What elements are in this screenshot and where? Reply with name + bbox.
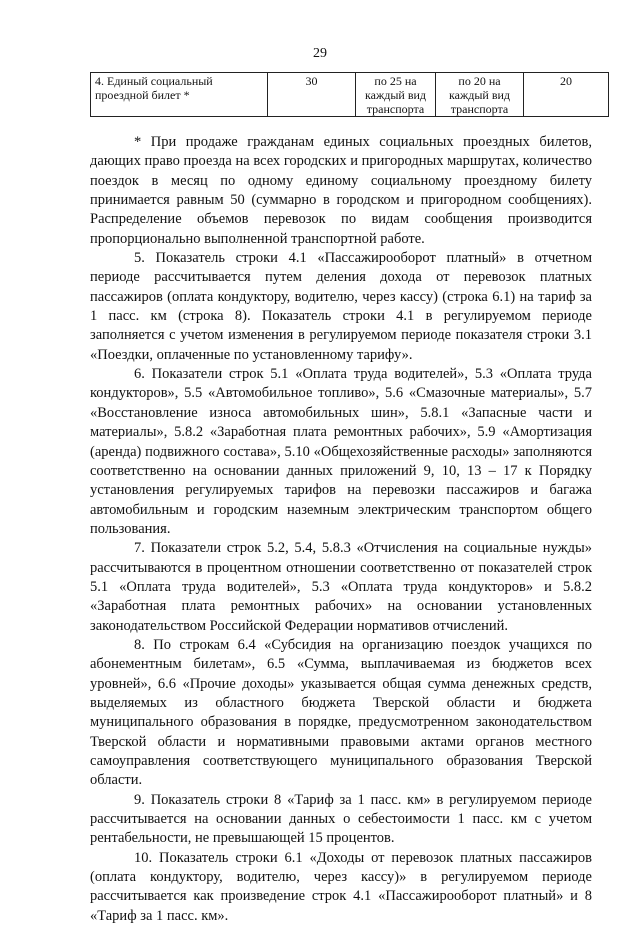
body-text bbox=[90, 133, 592, 926]
table-cell-value1: 30 bbox=[268, 73, 356, 117]
paragraph-6: 6. Показатели строк 5.1 «Оплата труда водителей», 5.3 «Оплата труда кондукторов», 5.5 «Автомобильное топливо», 5.6 «Смазочные материалы», 5.7 «Восстановление износа автомобильных шин», 5.8.1 «Запасные части и материалы», 5.8.2 «Заработная плата ремонтных рабочих», 5.9 «Амортизация (аренда) подвижного состава», 5.10 «Общехозяйственные расходы» заполняются соответственно на основании данных приложений 9, 10, 13 – 17 к Порядку установления регулируемых тарифов на перевозки пассажиров и багажа автомобильным и городским наземным электрическим транспортом общего пользования. bbox=[90, 366, 592, 537]
table-fragment bbox=[90, 72, 609, 117]
paragraph-5: 5. Показатель строки 4.1 «Пассажирооборот платный» в отчетном периоде рассчитывается путем деления дохода от перевозок платных пассажиров (оплата кондуктору, водителю, через кассу) (строка 6.1) на тариф за 1 пасс. км (строка 8). Показатель строки 4.1 в регулируемом периоде заполняется с учетом изменения в регулируемом периоде показателя строки 3.1 «Поездки, оплаченные по установленному тарифу». bbox=[90, 250, 592, 363]
table-cell-value2: по 25 на каждый вид транспорта bbox=[356, 73, 436, 117]
page-number: 29 bbox=[313, 46, 327, 61]
footnote-paragraph: * При продаже гражданам единых социальных проездных билетов, дающих право проезда на всех городских и пригородных маршрутах, количество поездок в месяц по одному единому социальному проездному билету принимается равным 50 (суммарно в городском и пригородном сообщениях). Распределение объемов перевозок по видам сообщения производится пропорционально выполненной транспортной работе. bbox=[90, 134, 592, 247]
table-cell-value3: по 20 на каждый вид транспорта bbox=[436, 73, 524, 117]
table-row bbox=[91, 73, 609, 117]
paragraph-9: 9. Показатель строки 8 «Тариф за 1 пасс. км» в регулируемом периоде рассчитывается на основании данных о себестоимости 1 пасс. км с учетом рентабельности, не превышающей 15 процентов. bbox=[90, 791, 592, 847]
paragraph-8: 8. По строкам 6.4 «Субсидия на организацию поездок учащихся по абонементным билетам», 6.5 «Сумма, выплачиваемая из бюджетов всех уровней», 6.6 «Прочие доходы» указывается общая сумма денежных средств, выделяемых из областного бюджета Тверской области и бюджета муниципального образования в порядке, предусмотренном законодательством Тверской области и нормативными правовыми актами органов местного самоуправления соответствующего муниципального образования Тверской области. bbox=[90, 636, 592, 789]
paragraph-7: 7. Показатели строк 5.2, 5.4, 5.8.3 «Отчисления на социальные нужды» рассчитываются в процентном отношении соответственно от показателей строк 5.1 «Оплата труда водителей», 5.3 «Оплата труда кондукторов» и 5.8.2 «Заработная плата ремонтных рабочих» на основании установленных законодательством Российской Федерации нормативов отчислений. bbox=[90, 540, 592, 634]
table-cell-value4: 20 bbox=[524, 73, 609, 117]
paragraph-10: 10. Показатель строки 6.1 «Доходы от перевозок платных пассажиров (оплата кондуктору, водителю, через кассу)» в регулируемом периоде рассчитывается как произведение строк 4.1 «Пассажирооборот платный» и 8 «Тариф за 1 пасс. км». bbox=[90, 849, 592, 924]
table-cell-name: 4. Единый социальный проездной билет * bbox=[91, 73, 268, 117]
